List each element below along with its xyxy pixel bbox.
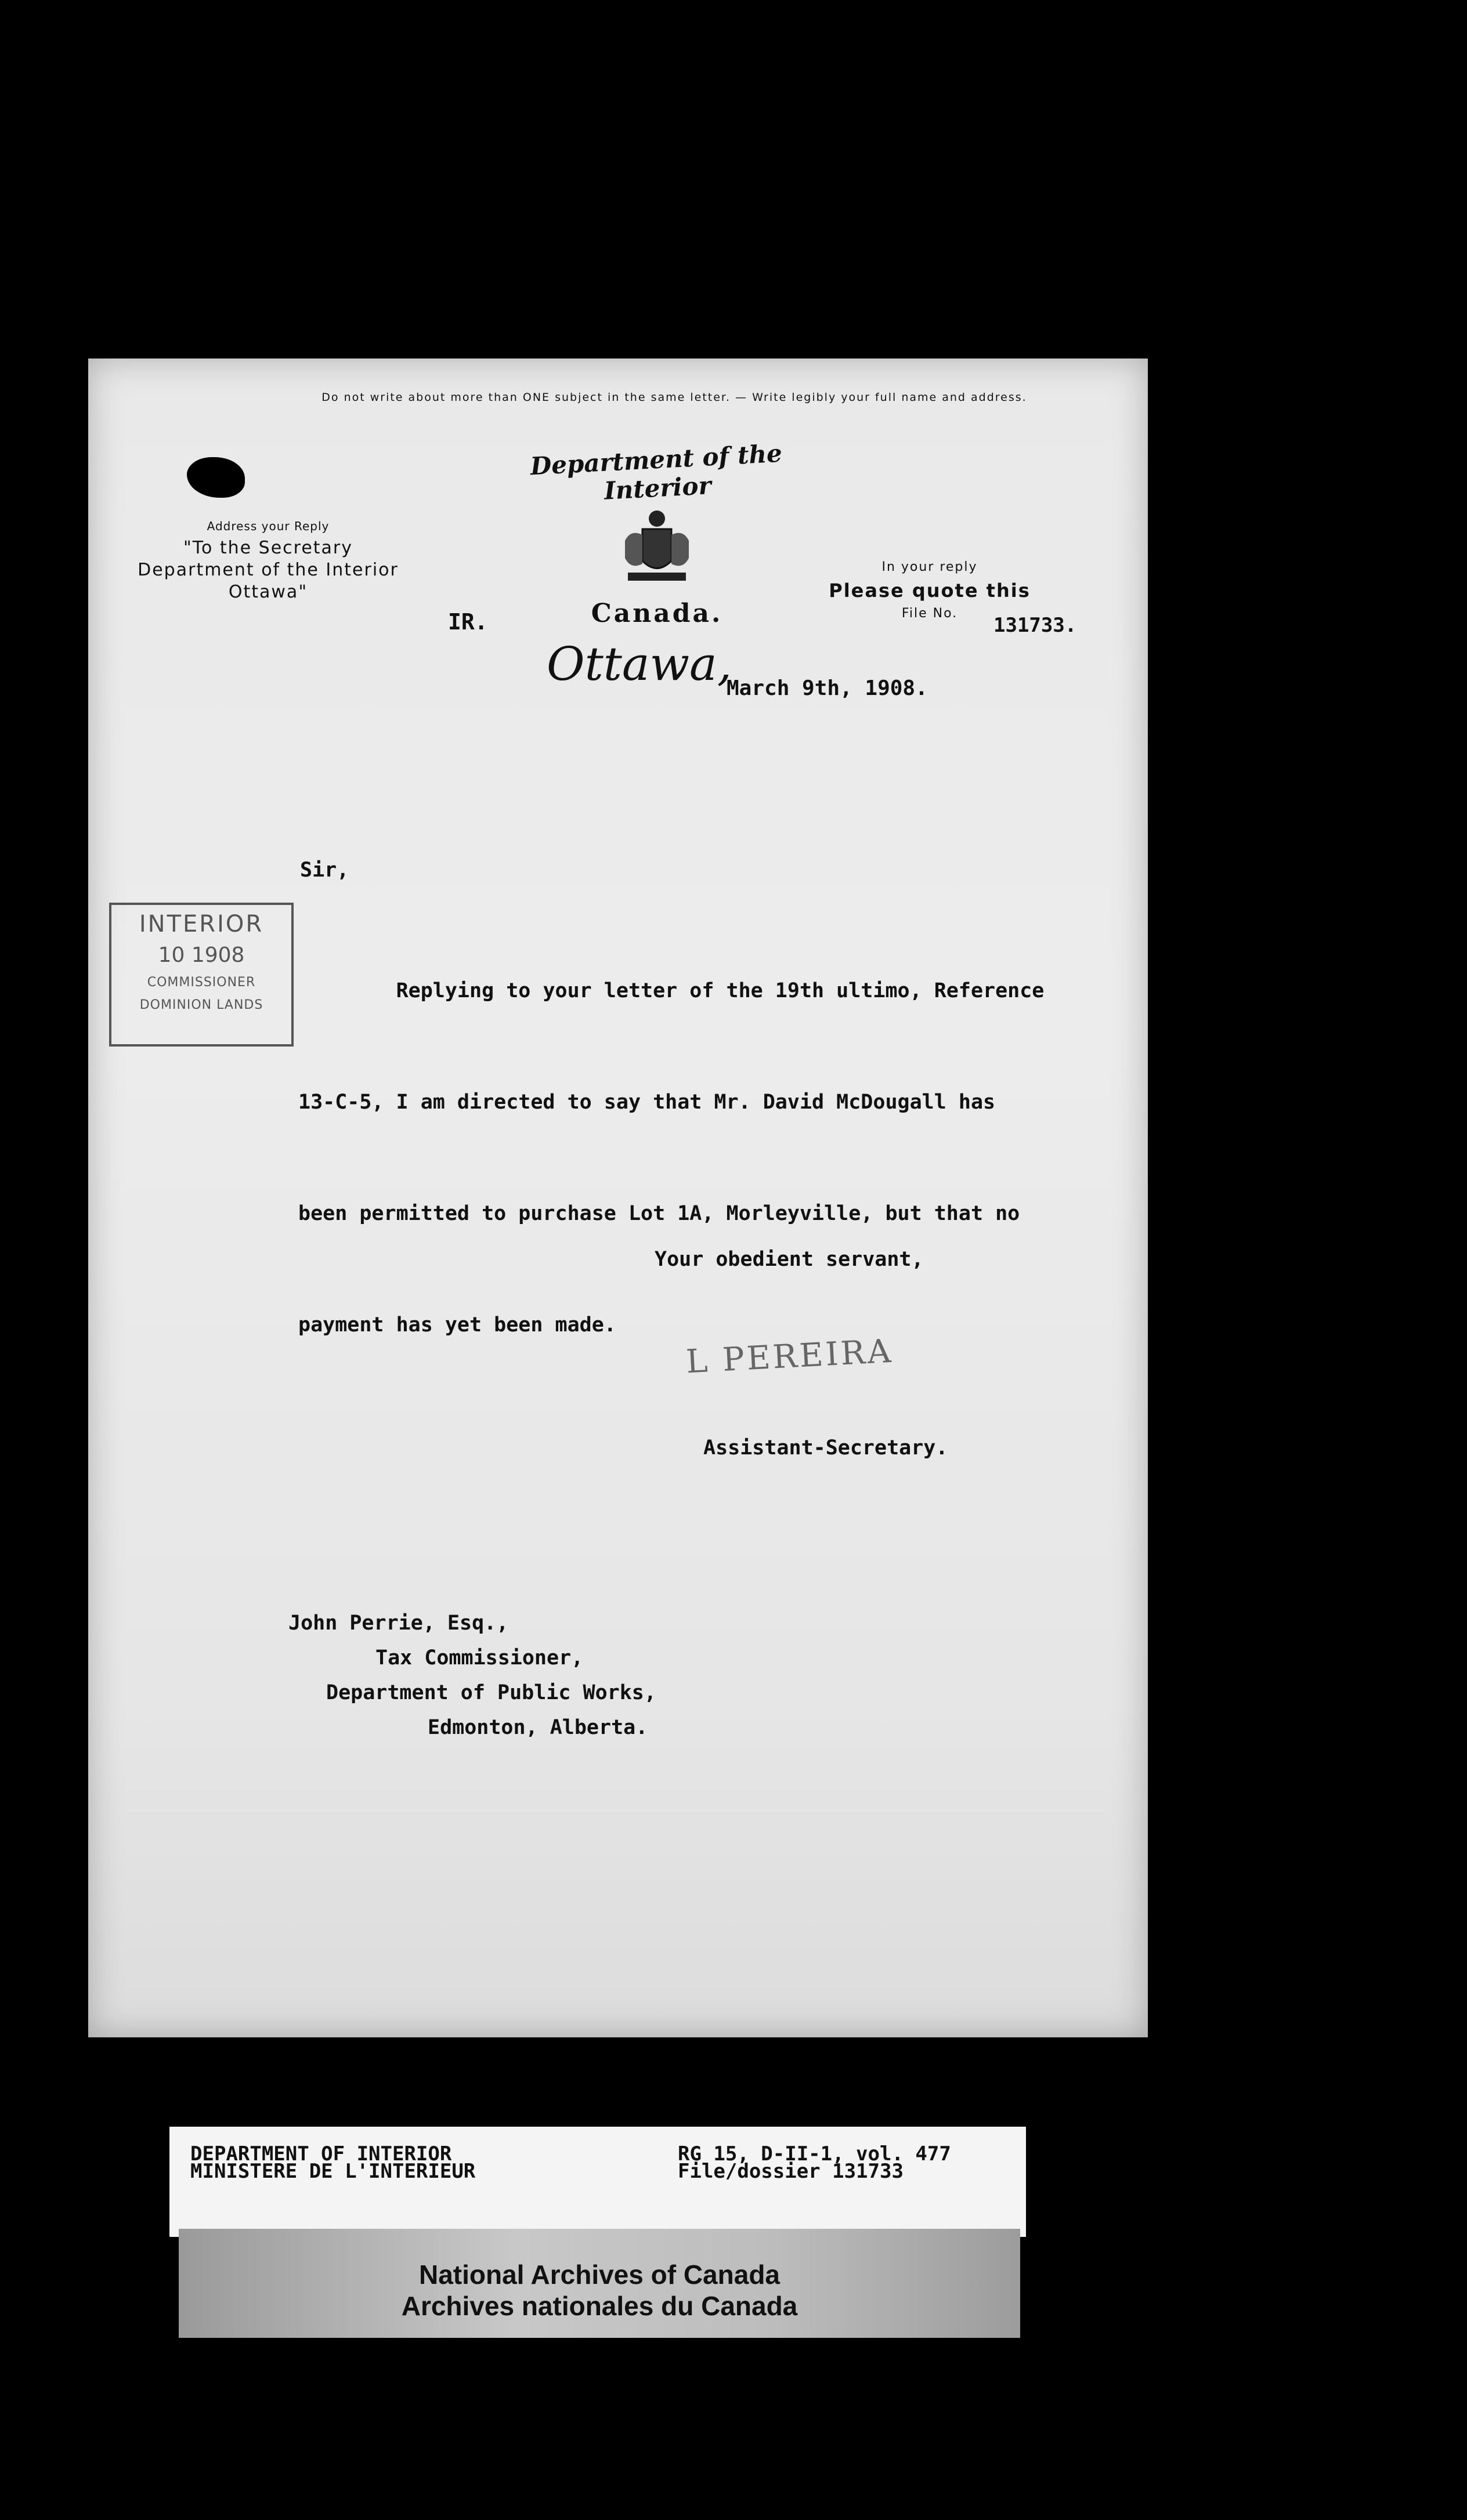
address-reply-label: Address your Reply — [207, 519, 330, 533]
reference-initials: IR. — [448, 609, 488, 635]
reply-label: In your reply — [881, 560, 978, 574]
file-label: File No. — [901, 606, 958, 621]
country-name: Canada. — [591, 599, 723, 628]
address-dept: Department of the Interior — [138, 560, 399, 580]
letter-page — [88, 359, 1148, 2037]
archive-banner — [179, 2229, 1020, 2338]
place-name: Ottawa, — [547, 637, 732, 691]
addressee-block — [288, 1606, 656, 1745]
department-name: Department of the Interior — [529, 439, 783, 505]
stamp-line-3: COMMISSIONER — [147, 975, 256, 990]
stamp-line-2: 10 1908 — [158, 943, 245, 967]
addressee-name: John Perrie, Esq., — [288, 1612, 509, 1635]
coat-of-arms-icon — [613, 506, 700, 593]
archive-file-ref — [678, 2142, 951, 2183]
signature-stamp: L PEREIRA — [685, 1332, 894, 1381]
quote-label: Please quote this — [829, 580, 1031, 602]
punch-hole — [187, 457, 245, 498]
address-city: Ottawa" — [228, 582, 308, 602]
archive-banner-en: National Archives of Canada — [418, 2260, 780, 2290]
body-line: payment has yet been made. — [298, 1313, 616, 1337]
closing: Your obedient servant, — [655, 1248, 924, 1271]
addressee-location: Edmonton, Alberta. — [428, 1716, 648, 1739]
signer-title: Assistant-Secretary. — [703, 1436, 948, 1460]
archive-rg-ref: RG 15, D-II-1, vol. 477 — [678, 2142, 951, 2166]
body-line: been permitted to purchase Lot 1A, Morleyville, but that no — [298, 1202, 1020, 1225]
addressee-role: Tax Commissioner, — [375, 1646, 584, 1670]
address-to: "To the Secretary — [183, 538, 353, 558]
body-line: 13-C-5, I am directed to say that Mr. David McDougall has — [298, 1091, 996, 1114]
archive-file-number: File/dossier 131733 — [678, 2160, 904, 2183]
department-heading — [494, 439, 819, 628]
salutation: Sir, — [300, 859, 349, 882]
body-line: Replying to your letter of the 19th ultimo, Reference — [298, 979, 1045, 1002]
archive-reference-label — [169, 2127, 1026, 2237]
received-stamp — [109, 903, 294, 1047]
letterhead-instruction: Do not write about more than ONE subject in the same letter. — Write legibly your full name and address. — [321, 391, 1027, 404]
archive-dept-fr: MINISTERE DE L'INTERIEUR — [190, 2160, 476, 2183]
letter-date: March 9th, 1908. — [727, 676, 928, 700]
stamp-line-1: INTERIOR — [139, 911, 264, 937]
archive-banner-fr: Archives nationales du Canada — [401, 2291, 798, 2321]
addressee-department: Department of Public Works, — [326, 1681, 656, 1704]
file-number: 131733. — [993, 614, 1077, 637]
archive-dept-en: DEPARTMENT OF INTERIOR — [190, 2142, 452, 2166]
archive-department — [190, 2142, 476, 2183]
reply-address-block — [135, 515, 402, 603]
stamp-line-4: DOMINION LANDS — [139, 998, 263, 1012]
